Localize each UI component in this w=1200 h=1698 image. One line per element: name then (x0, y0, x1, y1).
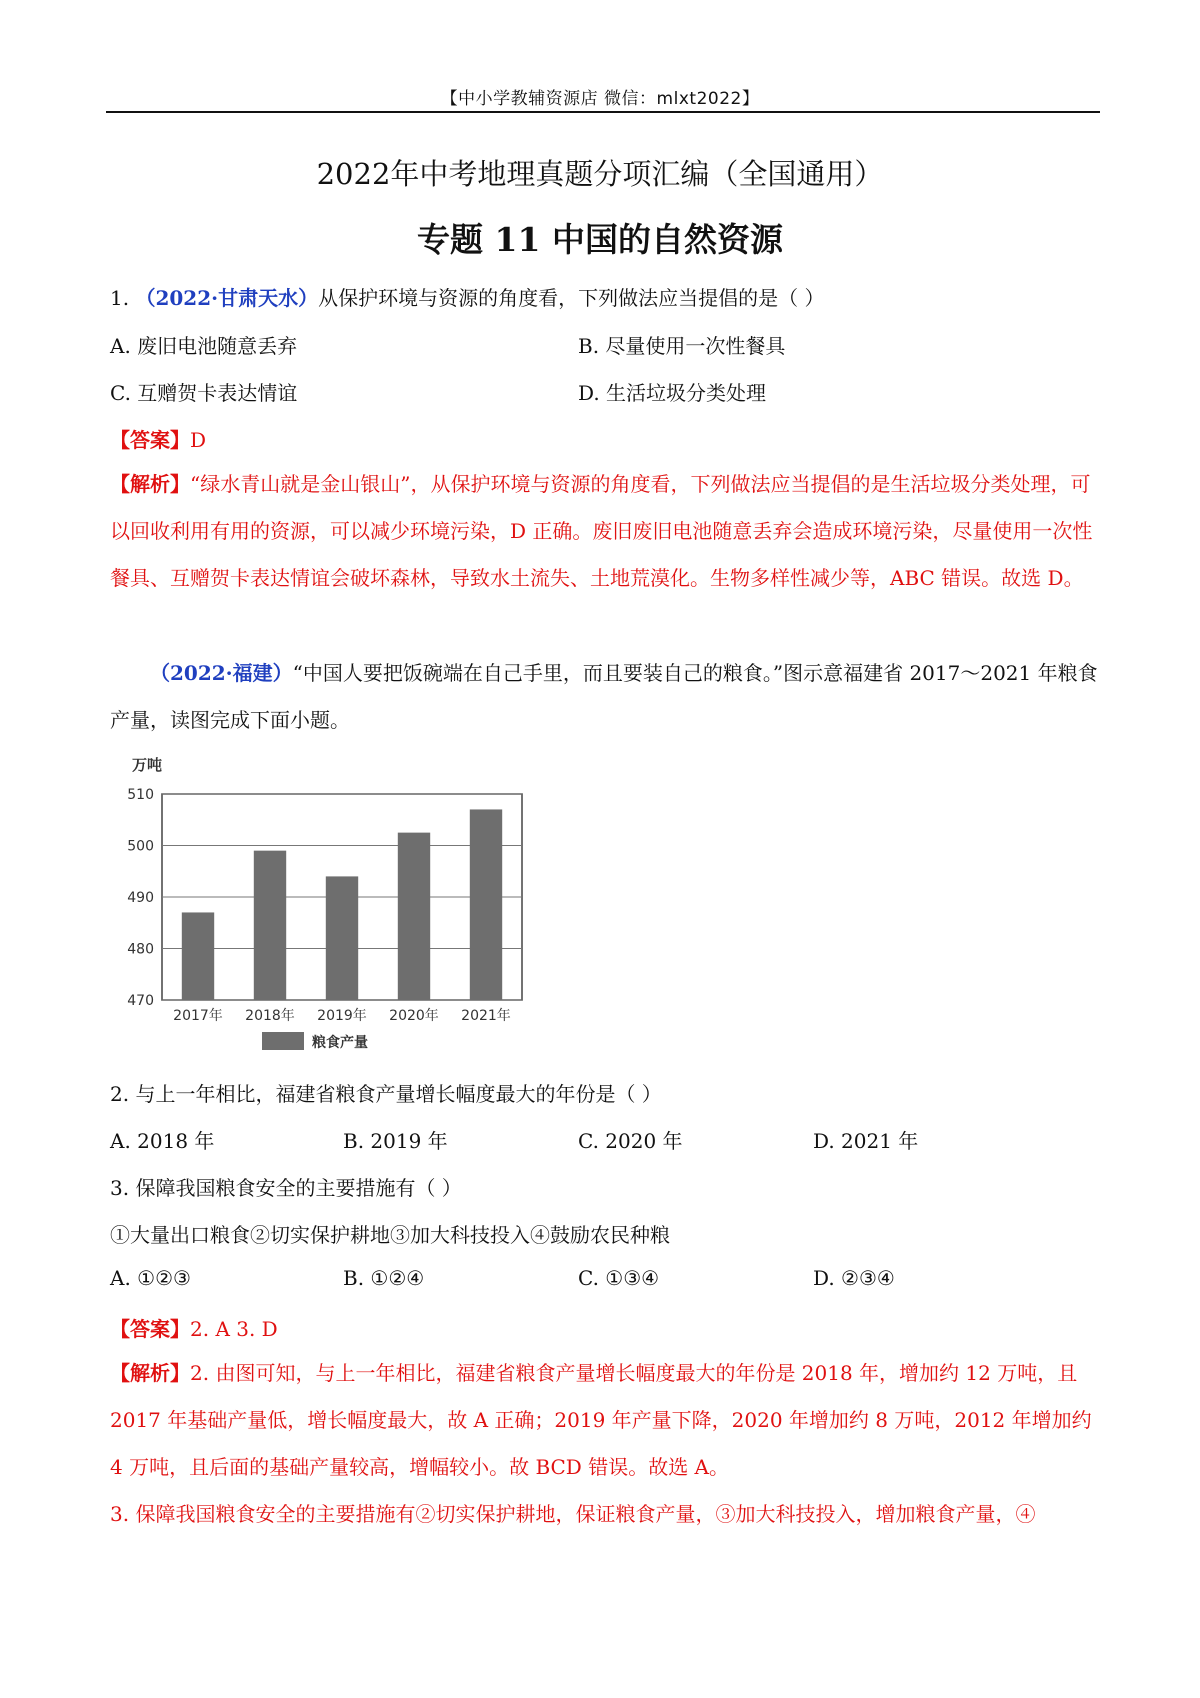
chart-legend-label: 粮食产量 (312, 1035, 368, 1051)
q1-option-a: A. 废旧电池随意丢弃 (110, 334, 298, 358)
chart-bar (182, 912, 214, 1000)
chart-ytick-label: 510 (127, 787, 154, 803)
q3-option-a: A. ①②③ (110, 1266, 191, 1290)
q1-answer-label: 【答案】 (110, 428, 190, 452)
chart-xtick-label: 2019年 (317, 1008, 367, 1024)
chart-xtick-label: 2020年 (389, 1008, 439, 1024)
q1-option-d: D. 生活垃圾分类处理 (578, 381, 767, 405)
q1-option-b: B. 尽量使用一次性餐具 (578, 334, 786, 358)
answers-2-3-text: 2. A 3. D (190, 1317, 278, 1341)
q1-analysis (110, 461, 1100, 602)
group-intro (110, 650, 1100, 744)
chart-ytick-label: 500 (127, 838, 154, 855)
analysis-2-text: 2. 由图可知，与上一年相比，福建省粮食产量增长幅度最大的年份是 2018 年，增加约 12 万吨，且 2017 年基础产量低，增长幅度最大，故 A 正确；2019 年产量下降，2020 年增加约 8 万吨，2012 年增加约 4 万吨，且后面的基础产量较高，增幅较小。故 BCD 错误。故选 A。 (110, 1361, 1092, 1479)
q3-stem: 3. 保障我国粮食安全的主要措施有（ ） (110, 1176, 462, 1200)
q2-option-d: D. 2021 年 (813, 1129, 919, 1153)
chart-ytick-label: 490 (127, 890, 154, 906)
q1-stem-line (110, 282, 824, 311)
group-intro-text: “中国人要把饭碗端在自己手里，而且要装自己的粮食。”图示意福建省 2017～2021 年粮食产量，读图完成下面小题。 (110, 661, 1098, 732)
answers-2-3-label: 【答案】 (110, 1317, 190, 1341)
q1-source: （2022·甘肃天水） (135, 286, 319, 310)
grain-output-chart (112, 750, 532, 1060)
q1-analysis-label: 【解析】 (110, 472, 190, 496)
analysis-2-label: 【解析】 (110, 1361, 190, 1385)
q3-option-c: C. ①③④ (578, 1266, 660, 1290)
q3-option-b: B. ①②④ (343, 1266, 425, 1290)
chart-legend-swatch (262, 1032, 304, 1050)
chart-bar (326, 876, 358, 1000)
document-subtitle: 专题 11 中国的自然资源 (417, 220, 783, 259)
chart-bar (470, 809, 502, 1000)
q1-stem: 从保护环境与资源的角度看，下列做法应当提倡的是（ ） (318, 286, 825, 310)
q2-option-c: C. 2020 年 (578, 1129, 683, 1153)
q3-option-d: D. ②③④ (813, 1266, 895, 1290)
analysis-2 (110, 1350, 1100, 1491)
group-source: （2022·福建） (150, 661, 293, 685)
chart-xtick-label: 2018年 (245, 1008, 295, 1024)
header-rule (106, 111, 1100, 113)
q1-answer-value: D (190, 428, 207, 452)
q2-option-b: B. 2019 年 (343, 1129, 448, 1153)
q1-analysis-text: “绿水青山就是金山银山”，从保护环境与资源的角度看，下列做法应当提倡的是生活垃圾分类处理，可以回收利用有用的资源，可以减少环境污染，D 正确。废旧废旧电池随意丢弃会造成环境污染，尽量使用一次性餐具、互赠贺卡表达情谊会破坏森林，导致水土流失、土地荒漠化。生物多样性减少等，ABC 错误。故选 D。 (110, 472, 1093, 590)
chart-bar (254, 851, 286, 1000)
answers-2-3 (110, 1313, 278, 1342)
chart-ytick-label: 470 (127, 993, 154, 1009)
document-title: 2022年中考地理真题分项汇编（全国通用） (316, 157, 884, 191)
q1-answer (110, 424, 206, 453)
q3-items: ①大量出口粮食②切实保护耕地③加大科技投入④鼓励农民种粮 (110, 1223, 670, 1247)
chart-unit-label: 万吨 (132, 756, 163, 774)
chart-ytick-label: 480 (127, 941, 154, 958)
page-header: 【中小学教辅资源店 微信：mlxt2022】 (440, 89, 760, 109)
q1-option-c: C. 互赠贺卡表达情谊 (110, 381, 298, 405)
chart-xtick-label: 2021年 (461, 1008, 511, 1024)
analysis-3: 3. 保障我国粮食安全的主要措施有②切实保护耕地，保证粮食产量，③加大科技投入，增加粮食产量，④ (110, 1502, 1036, 1526)
chart-xtick-label: 2017年 (173, 1008, 223, 1024)
chart-bar (398, 833, 430, 1000)
q2-stem: 2. 与上一年相比，福建省粮食产量增长幅度最大的年份是（ ） (110, 1082, 662, 1106)
q1-number: 1. (110, 286, 130, 310)
q2-option-a: A. 2018 年 (110, 1129, 215, 1153)
